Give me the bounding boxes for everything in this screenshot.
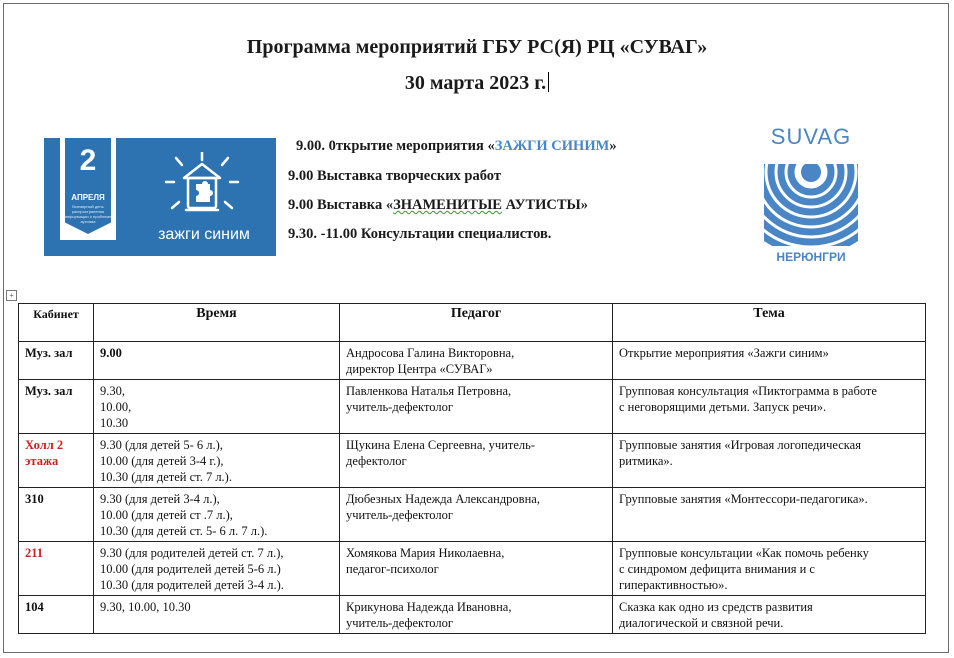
- teacher-cell: Андросова Галина Викторовна, директор Центра «СУВАГ»: [340, 342, 613, 380]
- room-cell: Холл 2 этажа: [19, 434, 94, 488]
- program-table: [18, 303, 926, 634]
- time-cell: 9.30, 10.00, 10.30: [94, 596, 340, 634]
- table-row: [19, 596, 926, 634]
- logo-word: SUVAG: [770, 124, 852, 149]
- table-row: [19, 342, 926, 380]
- room-cell: 310: [19, 488, 94, 542]
- table-move-handle-icon[interactable]: +: [6, 290, 17, 301]
- topic-cell: Групповая консультация «Пиктограмма в работе с неговорящими детьми. Запуск речи».: [613, 380, 926, 434]
- room-cell: 211: [19, 542, 94, 596]
- schedule-line-4: 9.30. -11.00 Консультации специалистов.: [288, 226, 552, 242]
- time-cell: 9.30 (для детей 5- 6 л.), 10.00 (для детей 3-4 г.), 10.30 (для детей ст. 7 л.).: [94, 434, 340, 488]
- lantern-icon: [162, 152, 242, 222]
- page-title: Программа мероприятий ГБУ РС(Я) РЦ «СУВАГ»: [246, 36, 708, 58]
- time-cell: 9.00: [94, 342, 340, 380]
- header-topic: Тема: [613, 304, 926, 342]
- page-date: [0, 72, 954, 95]
- table-row: [19, 542, 926, 596]
- topic-cell: Сказка как одно из средств развития диалогической и связной речи.: [613, 596, 926, 634]
- teacher-cell: Дюбезных Надежда Александровна, учитель-дефектолог: [340, 488, 613, 542]
- ribbon-day: 2: [79, 144, 97, 177]
- suvag-logo: [762, 124, 860, 268]
- logo-city: НЕРЮНГРИ: [776, 250, 846, 264]
- schedule-line-1: 9.00. 0ткрытие мероприятия «ЗАЖГИ СИНИМ»: [296, 138, 617, 154]
- time-cell: 9.30 (для родителей детей ст. 7 л.), 10.00 (для родителей детей 5-6 л.) 10.30 (для родителей детей 3-4 л.).: [94, 542, 340, 596]
- banner-caption: зажги синим: [158, 226, 250, 243]
- table-row: [19, 380, 926, 434]
- time-cell: 9.30, 10.00, 10.30: [94, 380, 340, 434]
- header-teacher: Педагог: [340, 304, 613, 342]
- date-ribbon: [60, 138, 116, 240]
- light-it-up-blue-banner: [44, 138, 276, 256]
- table-row: [19, 488, 926, 542]
- topic-cell: Групповые консультации «Как помочь ребенку с синдромом дефицита внимания и с гиперактивностью».: [613, 542, 926, 596]
- teacher-cell: Хомякова Мария Николаевна, педагог-психолог: [340, 542, 613, 596]
- topic-cell: Групповые занятия «Монтессори-педагогика».: [613, 488, 926, 542]
- header-room: Кабинет: [19, 304, 94, 342]
- text-cursor: [548, 72, 549, 92]
- schedule-line-3: 9.00 Выставка «ЗНАМЕНИТЫЕ АУТИСТЫ»: [288, 197, 589, 213]
- table-header-row: [19, 304, 926, 342]
- room-cell: 104: [19, 596, 94, 634]
- teacher-cell: Павленкова Наталья Петровна, учитель-дефектолог: [340, 380, 613, 434]
- table-row: [19, 434, 926, 488]
- header-time: Время: [94, 304, 340, 342]
- teacher-cell: Щукина Елена Сергеевна, учитель- дефектолог: [340, 434, 613, 488]
- schedule-line-2: 9.00 Выставка творческих работ: [288, 168, 501, 184]
- date-text: 30 марта 2023 г.: [404, 72, 547, 94]
- ribbon-month: АПРЕЛЯ: [71, 193, 105, 202]
- time-cell: 9.30 (для детей 3-4 л.), 10.00 (для детей ст .7 л.), 10.30 (для детей ст. 5- 6 л. 7 л.).: [94, 488, 340, 542]
- ribbon-small-text: Всемирный день распространения информации о проблеме аутизма: [64, 204, 112, 224]
- teacher-cell: Крикунова Надежда Ивановна, учитель-дефектолог: [340, 596, 613, 634]
- room-cell: Муз. зал: [19, 342, 94, 380]
- logo-arcs-icon: [762, 150, 860, 248]
- topic-cell: Открытие мероприятия «Зажги синим»: [613, 342, 926, 380]
- room-cell: Муз. зал: [19, 380, 94, 434]
- topic-cell: Групповые занятия «Игровая логопедическая ритмика».: [613, 434, 926, 488]
